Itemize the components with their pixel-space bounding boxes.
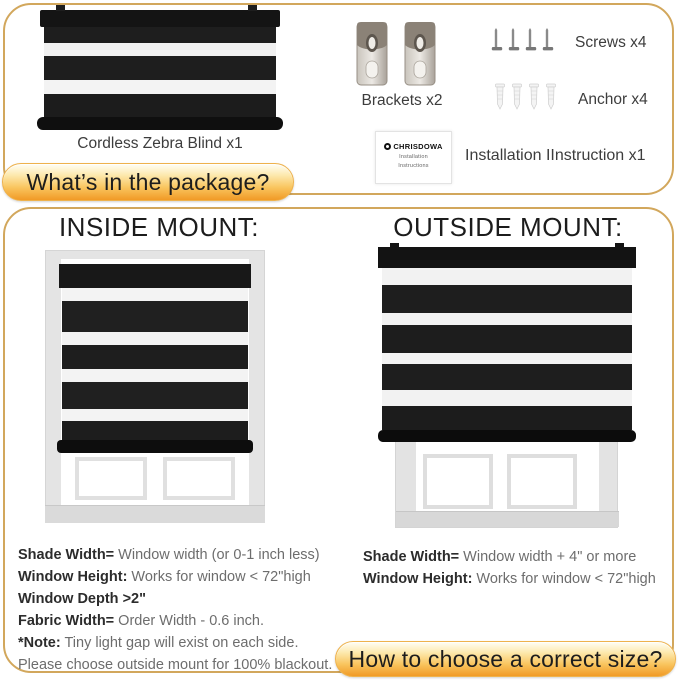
blind-bottom-rail <box>57 440 253 453</box>
spec-line <box>18 610 348 632</box>
card-brand-name: CHRISDOWA <box>393 142 443 151</box>
spec-line <box>18 566 348 588</box>
choose-size-badge <box>335 641 676 677</box>
window-pane <box>507 454 577 509</box>
blind-fabric <box>382 268 632 430</box>
window-pane <box>75 457 147 500</box>
whats-in-package-badge <box>2 163 294 201</box>
product-blind-fabric <box>44 27 276 118</box>
card-line2: Instructions <box>398 163 429 169</box>
inside-mount-illustration <box>45 250 265 523</box>
outside-mount-heading: OUTSIDE MOUNT: <box>393 212 623 242</box>
card-line1: Installation <box>399 154 428 160</box>
spec-value: Order Width - 0.6 inch. <box>114 613 265 629</box>
product-blind-headrail <box>40 10 280 27</box>
spec-line <box>363 546 668 568</box>
anchor-label: Anchor x4 <box>578 91 648 108</box>
brackets-label: Brackets x2 <box>361 92 443 109</box>
brand-logo-icon <box>384 143 391 150</box>
product-blind-bracket-tab <box>248 5 257 11</box>
window-sill <box>45 505 265 523</box>
spec-value: Tiny light gap will exist on each side. <box>60 635 299 651</box>
product-blind-bottom-rail <box>37 117 283 130</box>
inside-specs <box>18 544 348 676</box>
spec-label: *Note: <box>18 635 61 651</box>
spec-value: Window width (or 0-1 inch less) <box>114 547 320 563</box>
spec-label: Fabric Width= <box>18 613 115 629</box>
screws-icon <box>488 26 560 56</box>
spec-value: Please choose outside mount for 100% blackout. <box>18 657 333 673</box>
spec-label: Window Depth >2" <box>18 591 146 607</box>
window-pane <box>423 454 493 509</box>
window-sill <box>396 511 619 527</box>
whats-in-package-badge-label: What’s in the package? <box>26 168 270 195</box>
anchors-icon <box>492 82 560 112</box>
window-pane <box>163 457 235 500</box>
spec-label: Shade Width= <box>363 549 460 565</box>
spec-line <box>18 544 348 566</box>
outside-mount-illustration <box>378 243 636 528</box>
spec-label: Shade Width= <box>18 547 115 563</box>
spec-line <box>18 654 348 676</box>
inside-mount-heading: INSIDE MOUNT: <box>58 212 260 242</box>
choose-size-badge-label: How to choose a correct size? <box>348 645 663 672</box>
spec-label: Window Height: <box>363 571 473 587</box>
spec-value: Works for window < 72"high <box>127 569 311 585</box>
spec-label: Window Height: <box>18 569 128 585</box>
instruction-label: Installation IInstruction x1 <box>465 147 646 164</box>
blind-bottom-rail <box>378 430 636 442</box>
blind-caption: Cordless Zebra Blind x1 <box>77 135 243 152</box>
instruction-card <box>375 131 452 184</box>
blind-headrail <box>59 264 251 288</box>
brackets-icon <box>352 20 448 90</box>
spec-line <box>363 568 668 590</box>
blind-headrail <box>378 247 636 268</box>
product-blind-bracket-tab <box>56 5 65 11</box>
spec-line <box>18 632 348 654</box>
spec-value: Works for window < 72"high <box>472 571 656 587</box>
blind-fabric <box>62 288 248 440</box>
screws-label: Screws x4 <box>575 34 647 51</box>
spec-value: Window width + 4" or more <box>459 549 637 565</box>
outside-specs <box>363 546 668 590</box>
spec-line <box>18 588 348 610</box>
card-brand-row <box>376 142 451 151</box>
